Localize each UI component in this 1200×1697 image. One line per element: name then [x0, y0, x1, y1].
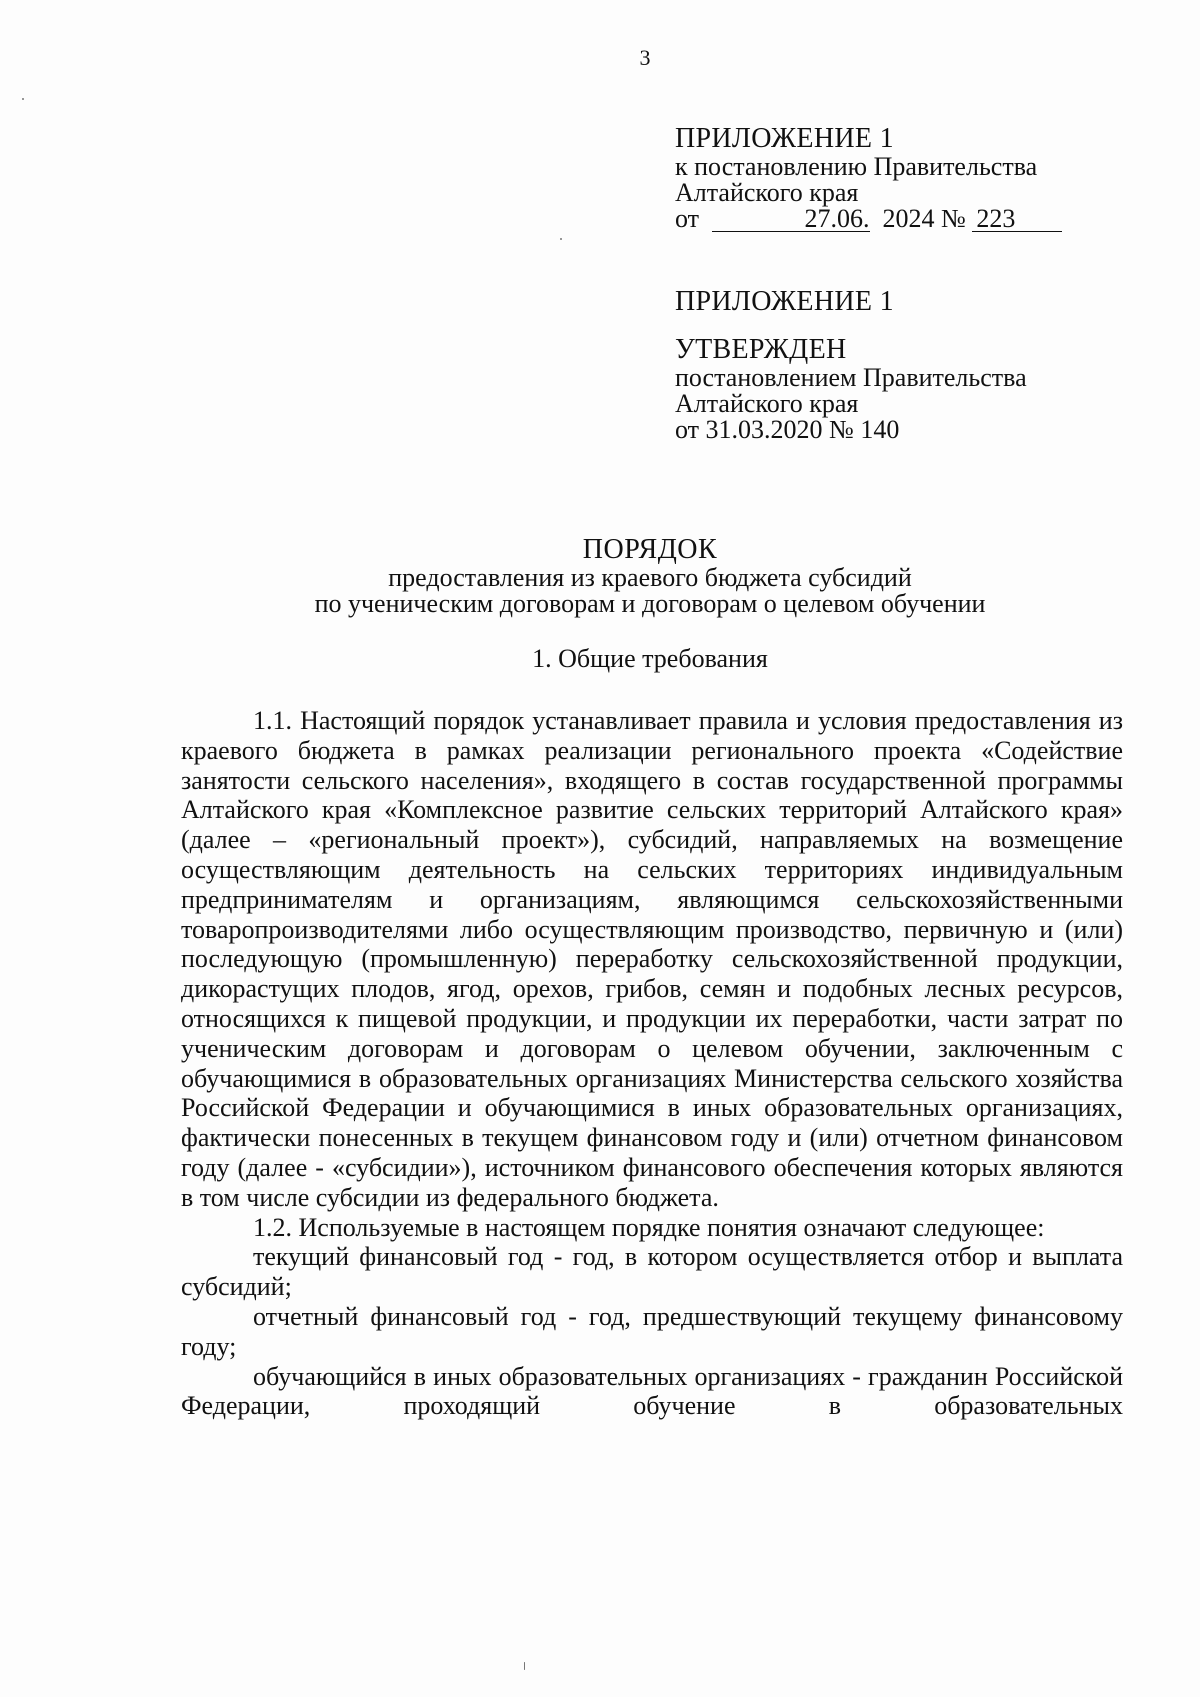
appendix-date-line	[675, 206, 1135, 232]
scan-artifact	[524, 1662, 525, 1670]
paragraph-1-2: 1.2. Используемые в настоящем порядке понятия означают следующее:	[253, 1212, 1045, 1242]
year-label: 2024 №	[882, 204, 966, 233]
approved-line-3: от 31.03.2020 № 140	[675, 415, 900, 444]
paragraph-1-1: 1.1. Настоящий порядок устанавливает правила и условия предоставления из краевого бюджета в рамках реализации регионального проекта «Содействие занятости сельского населения», входящего в состав государственной программы Алтайского края «Комплексное развитие сельских территорий Алтайского края» (далее – «региональный проект»), субсидий, направляемых на возмещение осуществляющим деятельность на сельских территориях индивидуальным предпринимателям и организациям, являющимся сельскохозяйственными товаропроизводителями либо осуществляющим производство, первичную и (или) последующую (промышленную) переработку сельскохозяйственной продукции, дикорастущих плодов, ягод, орехов, грибов, семян и подобных лесных ресурсов, относящихся к пищевой продукции, и продукции их переработки, части затрат по ученическим договорам и договорам о целевом обучении, заключенным с обучающимися в образовательных организациях Министерства сельского хозяйства Российской Федерации и обучающимися в иных образовательных организациях, фактически понесенных в текущем финансовом году и (или) отчетном финансовом году (далее - «субсидии»), источником финансового обеспечения которых являются в том числе субсидии из федерального бюджета.	[181, 706, 1123, 1212]
definition-reporting-year: отчетный финансовый год - год, предшествующий текущему финансовому году;	[181, 1301, 1123, 1361]
scan-artifact	[22, 98, 24, 100]
appendix-block	[675, 124, 1135, 232]
approved-heading: УТВЕРЖДЕН	[675, 334, 847, 365]
scan-artifact	[560, 238, 562, 240]
date-field	[712, 204, 870, 233]
number-value: 223	[976, 204, 1016, 233]
section-heading: 1. Общие требования	[532, 644, 768, 673]
definition-student: обучающийся в иных образовательных организациях - гражданин Российской Федерации, проходящий обучение в образовательных	[181, 1361, 1123, 1421]
appendix-heading: ПРИЛОЖЕНИЕ 1	[675, 123, 894, 154]
number-field	[972, 204, 1062, 233]
appendix-line-2: Алтайского края	[675, 178, 859, 207]
document-title	[0, 535, 1200, 617]
appendix-line-1: к постановлению Правительства	[675, 152, 1038, 181]
approved-line-1: постановлением Правительства	[675, 363, 1027, 392]
page-number: 3	[639, 45, 651, 70]
date-value: 27.06.	[804, 204, 870, 233]
title-line-1: предоставления из краевого бюджета субсидий	[388, 563, 912, 592]
approved-line-2: Алтайского края	[675, 389, 859, 418]
title-main: ПОРЯДОК	[582, 534, 718, 565]
body-text	[181, 706, 1123, 1421]
definition-current-year: текущий финансовый год - год, в котором осуществляется отбор и выплата субсидий;	[181, 1242, 1123, 1302]
approved-block	[675, 335, 1135, 443]
appendix-heading-2: ПРИЛОЖЕНИЕ 1	[675, 286, 894, 317]
appendix-block-2	[675, 287, 1135, 317]
date-prefix: от	[675, 204, 700, 233]
title-line-2: по ученическим договорам и договорам о целевом обучении	[314, 589, 986, 618]
